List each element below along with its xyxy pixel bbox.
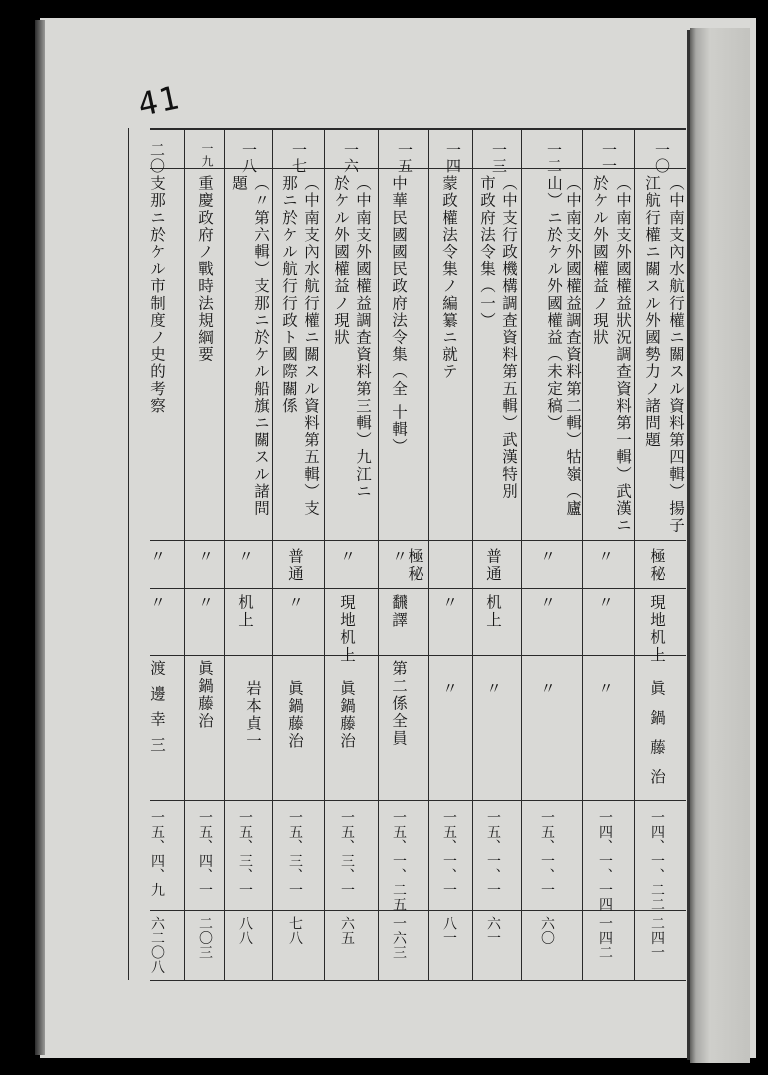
- page-count: 一四二: [597, 916, 613, 960]
- date: 一五、三、一: [287, 810, 303, 897]
- row-separator: [184, 128, 185, 980]
- location: 机上: [484, 594, 502, 629]
- page-count: 八一: [441, 916, 457, 945]
- table-top-rule: [150, 128, 686, 130]
- row-title: 支那ニ於ケル市制度ノ史的考察: [148, 175, 166, 415]
- row-title: （中南支外國權益狀況調查資料第一輯）武漢ニ於ケル外國權益ノ現狀: [591, 175, 632, 535]
- author: 眞鍋藤治: [286, 680, 304, 750]
- author: 眞鍋藤治: [338, 680, 356, 750]
- location: 机上: [236, 594, 254, 629]
- book-spine: [690, 28, 750, 1063]
- row-number: 一八: [240, 142, 258, 174]
- classification: 〃: [196, 548, 214, 566]
- author: 〃: [596, 680, 614, 698]
- date: 一四、一、二二: [649, 810, 665, 912]
- page-count: 七八: [287, 916, 303, 945]
- row-title: 重慶政府ノ戰時法規綱要: [196, 175, 214, 364]
- classification: 〃: [390, 548, 408, 566]
- location: 〃: [286, 594, 304, 612]
- page-count: 六二〇八: [149, 916, 165, 974]
- author: 眞鍋藤治: [648, 680, 666, 798]
- location: 〃: [538, 594, 556, 612]
- row-number: 一一: [600, 142, 618, 174]
- classification: 〃: [338, 548, 356, 566]
- row-number: 一二: [545, 142, 563, 174]
- row-separator: [272, 128, 273, 980]
- table-left-border: [128, 128, 129, 980]
- unused-num-19: [200, 900, 202, 901]
- author: 第二係全員: [390, 660, 408, 748]
- location: 〃: [148, 594, 166, 612]
- row-separator: [521, 128, 522, 980]
- date: 一五、三、一: [339, 810, 355, 897]
- row-number: 一〇: [653, 142, 671, 174]
- author: 〃: [484, 680, 502, 698]
- row-title: 蒙政權法令集ノ編纂ニ就テ: [440, 175, 458, 381]
- date: 一五、一、一: [539, 810, 555, 897]
- date-column-rule: [150, 800, 686, 801]
- page-number: 41: [134, 77, 185, 125]
- row-separator: [472, 128, 473, 980]
- date: 一五、四、九: [149, 810, 165, 897]
- author: 〃: [440, 680, 458, 698]
- row-separator: [634, 128, 635, 980]
- location: 〃: [196, 594, 214, 612]
- row-title: （中南支外國權益調査資料第二輯）牯嶺（廬山）ニ於ケル外國權益（未定稿）: [545, 175, 582, 517]
- author: 岩本貞一: [244, 680, 262, 750]
- row-number: 一六: [342, 142, 360, 174]
- date: 一五、一、一: [485, 810, 501, 897]
- classification: 〃: [538, 548, 556, 566]
- classification: 普通: [484, 548, 502, 583]
- unused-num-20: [150, 900, 154, 901]
- loc-column-rule: [150, 588, 686, 589]
- row-number: 一五: [396, 142, 414, 174]
- row-title: （〃第六輯）支那ニ於ケル船旗ニ關スル諸問題: [230, 175, 270, 517]
- classification: 〃: [596, 548, 614, 566]
- author: 〃: [538, 680, 556, 698]
- author: 渡邊幸三: [148, 660, 166, 762]
- row-number: 一三: [490, 142, 508, 174]
- author: 眞鍋藤治: [196, 660, 214, 730]
- location: 飜譯: [390, 594, 408, 629]
- classification: 極秘: [648, 548, 666, 583]
- row-separator: [224, 128, 225, 980]
- class-column-rule: [150, 540, 686, 541]
- row-title: （中南支內水航行權ニ關スル資料第四輯）揚子江航行權ニ關スル外國勢力ノ諸問題: [643, 175, 685, 535]
- row-title: （中南支內水航行權ニ關スル資料第五輯）支那ニ於ケル航行行政ト國際關係: [280, 175, 320, 517]
- page-count: 一六三: [391, 916, 407, 960]
- location: 現地机上: [648, 594, 666, 664]
- page-left-edge: [35, 20, 45, 1055]
- classification: 〃: [148, 548, 166, 566]
- row-number: 二〇: [148, 142, 166, 174]
- classification: 普通: [286, 548, 304, 583]
- date: 一五、一、二五: [391, 810, 407, 912]
- page-count: 二〇三: [197, 916, 213, 960]
- row-title: （中南支外國權益調査資料第三輯）九江ニ於ケル外國權益ノ現狀: [332, 175, 372, 500]
- table-bottom-rule: [150, 980, 686, 981]
- row-separator: [378, 128, 379, 980]
- location: 現地机上: [338, 594, 356, 664]
- page-count: 八八: [237, 916, 253, 945]
- page-count: 六〇: [539, 916, 555, 945]
- row-number: 一四: [444, 142, 462, 174]
- row-separator: [582, 128, 583, 980]
- location: 〃: [440, 594, 458, 612]
- page-count: 二四一: [649, 916, 665, 960]
- row-number: 一九: [200, 142, 214, 168]
- author-column-rule: [150, 655, 686, 656]
- date: 一五、一、一: [441, 810, 457, 897]
- row-title: （中支行政機構調査資料第五輯）武漢特別市政府法令集（一）: [478, 175, 518, 500]
- date: 一四、一、一四: [597, 810, 613, 912]
- page-count: 六一: [485, 916, 501, 945]
- date: 一五、四、一: [197, 810, 213, 897]
- date: 一五、三、一: [237, 810, 253, 897]
- classification: 極秘: [406, 548, 424, 583]
- row-separator: [324, 128, 325, 980]
- row-number: 一七: [290, 142, 308, 174]
- row-title: 中華民國國民政府法令集（全 十輯）: [390, 175, 408, 456]
- location: 〃: [596, 594, 614, 612]
- page-count: 六五: [339, 916, 355, 945]
- classification: 〃: [236, 548, 254, 566]
